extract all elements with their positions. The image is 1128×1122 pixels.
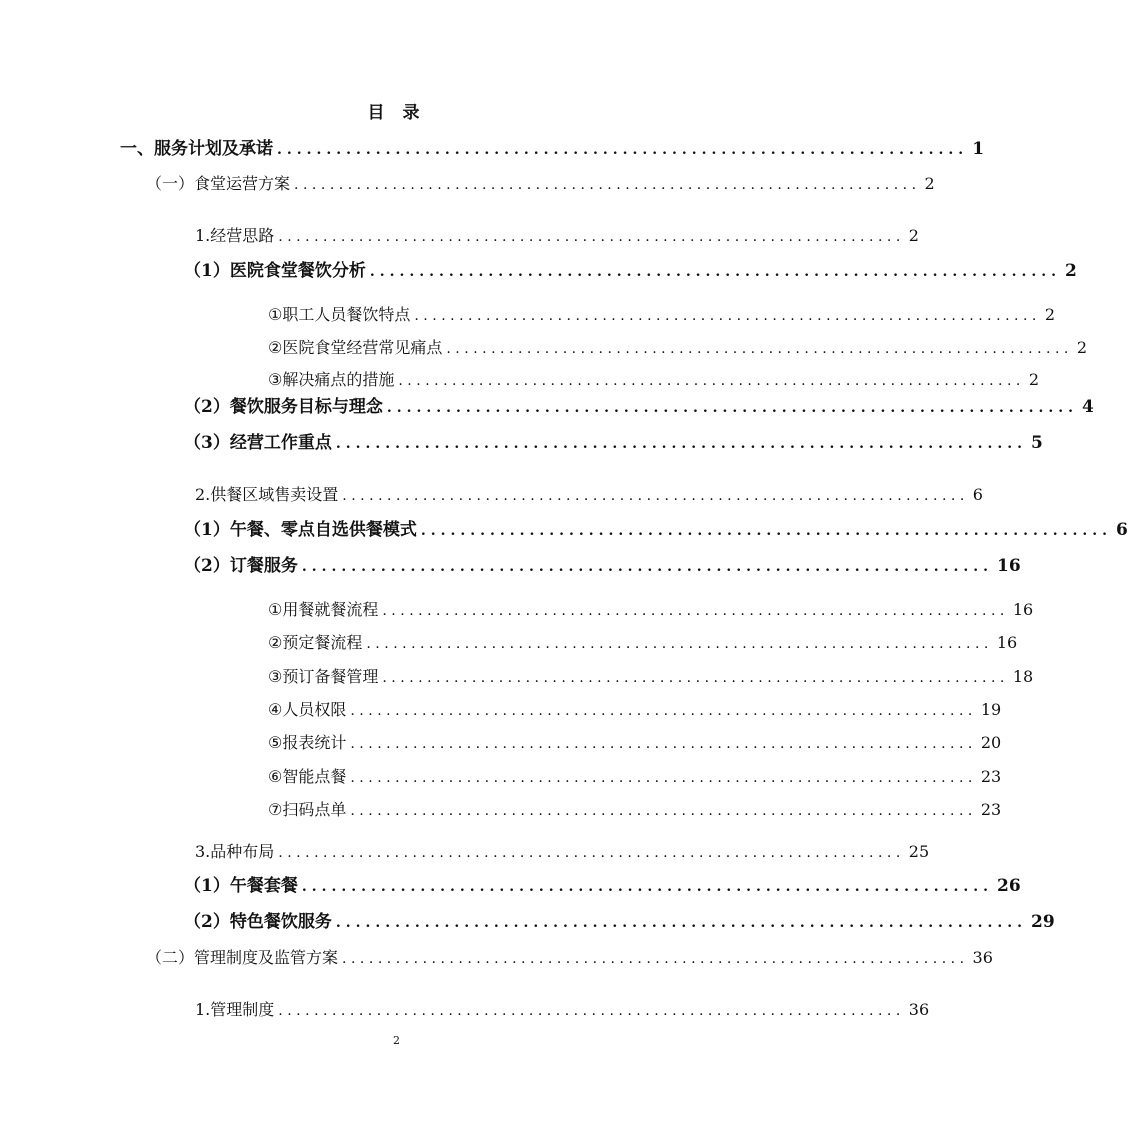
- toc-entry-page: 2: [924, 174, 935, 193]
- toc-leader-dots: ......................................................................: [278, 845, 905, 861]
- toc-leader-dots: ......................................................................: [446, 341, 1073, 357]
- toc-entry-level4[interactable]: [184, 555, 1021, 578]
- toc-entry-page: 2: [1044, 305, 1056, 324]
- toc-leader-dots: ......................................................................: [398, 373, 1025, 389]
- toc-leader-dots: ......................................................................: [301, 879, 994, 895]
- toc-entry-label: 服务计划及承诺: [154, 139, 273, 159]
- footer-page-number: 2: [393, 1034, 400, 1047]
- toc-entry-number: ④: [268, 700, 283, 719]
- toc-entry-label: 经营工作重点: [229, 433, 332, 453]
- toc-entry-label: 食堂运营方案: [194, 174, 291, 193]
- toc-leader-dots: ......................................................................: [414, 308, 1041, 324]
- toc-entry-number: ②: [268, 338, 283, 357]
- toc-entry-level5[interactable]: [268, 799, 1002, 822]
- toc-entry-level3[interactable]: [195, 484, 983, 507]
- toc-leader-dots: ......................................................................: [350, 770, 977, 786]
- toc-entry-page: 5: [1031, 433, 1043, 453]
- toc-entry-page: 18: [1012, 667, 1034, 686]
- toc-entry-level3[interactable]: [195, 841, 930, 864]
- toc-entry-label: 餐饮服务目标与理念: [229, 397, 383, 417]
- toc-entry-level5[interactable]: [268, 732, 1002, 755]
- toc-entry-label: 扫码点单: [282, 800, 347, 819]
- toc-entry-number: 3.: [195, 842, 211, 861]
- toc-leader-dots: ......................................................................: [277, 142, 969, 158]
- toc-entry-label: 医院食堂经营常见痛点: [282, 338, 443, 357]
- toc-entry-number: （二）: [146, 948, 195, 967]
- toc-entry-page: 16: [996, 633, 1018, 652]
- toc-leader-dots: ......................................................................: [382, 670, 1009, 686]
- toc-entry-page: 2: [908, 226, 919, 245]
- toc-entry-label: 午餐、零点自选供餐模式: [229, 520, 417, 540]
- toc-entry-number: 一、: [120, 139, 154, 159]
- toc-entry-number: （1）: [184, 876, 230, 896]
- toc-entry-level4[interactable]: [184, 260, 1077, 283]
- toc-entry-level4[interactable]: [184, 911, 1055, 934]
- toc-leader-dots: ......................................................................: [350, 703, 977, 719]
- toc-title: 目 录: [367, 103, 426, 123]
- toc-entry-number: ③: [268, 667, 283, 686]
- toc-leader-dots: ......................................................................: [294, 177, 921, 193]
- toc-entry-level4[interactable]: [184, 396, 1094, 419]
- toc-entry-page: 6: [1116, 520, 1128, 540]
- toc-entry-page: 19: [980, 700, 1002, 719]
- toc-leader-dots: ......................................................................: [382, 603, 1009, 619]
- toc-entry-level5[interactable]: [268, 304, 1056, 327]
- toc-entry-page: 23: [980, 767, 1002, 786]
- toc-leader-dots: ......................................................................: [335, 436, 1028, 452]
- toc-entry-number: ⑤: [268, 733, 283, 752]
- toc-entry-label: 品种布局: [210, 842, 275, 861]
- toc-entry-page: 16: [1012, 600, 1034, 619]
- toc-entry-level5[interactable]: [268, 599, 1034, 622]
- toc-entry-label: 预订备餐管理: [282, 667, 379, 686]
- toc-entry-number: （一）: [146, 174, 195, 193]
- toc-entry-level3[interactable]: [195, 999, 930, 1022]
- toc-entry-number: ①: [268, 600, 283, 619]
- toc-leader-dots: ......................................................................: [342, 488, 969, 504]
- toc-leader-dots: ......................................................................: [278, 229, 905, 245]
- toc-entry-level5[interactable]: [268, 766, 1002, 789]
- toc-entry-page: 2: [1028, 370, 1040, 389]
- toc-entry-page: 29: [1031, 912, 1055, 932]
- toc-entry-label: 供餐区域售卖设置: [210, 485, 339, 504]
- toc-entry-number: （1）: [184, 261, 230, 281]
- toc-entry-level5[interactable]: [268, 369, 1040, 392]
- toc-leader-dots: ......................................................................: [420, 523, 1113, 539]
- toc-entry-label: 用餐就餐流程: [282, 600, 379, 619]
- toc-entry-number: （1）: [184, 520, 230, 540]
- toc-entry-number: ⑥: [268, 767, 283, 786]
- toc-entry-page: 16: [997, 556, 1021, 576]
- toc-entry-number: ①: [268, 305, 283, 324]
- toc-entry-number: 1.: [195, 226, 211, 245]
- toc-entry-level2[interactable]: [146, 173, 935, 196]
- toc-entry-number: 1.: [195, 1000, 211, 1019]
- toc-entry-number: ③: [268, 370, 283, 389]
- toc-entry-page: 23: [980, 800, 1002, 819]
- toc-entry-label: 管理制度及监管方案: [194, 948, 339, 967]
- toc-entry-number: （3）: [184, 433, 230, 453]
- toc-leader-dots: ......................................................................: [386, 400, 1079, 416]
- toc-entry-page: 26: [997, 876, 1021, 896]
- toc-entry-label: 经营思路: [210, 226, 275, 245]
- toc-entry-number: ⑦: [268, 800, 283, 819]
- toc-entry-number: （2）: [184, 556, 230, 576]
- toc-entry-number: （2）: [184, 912, 230, 932]
- toc-entry-page: 25: [908, 842, 930, 861]
- toc-entry-page: 36: [972, 948, 993, 967]
- toc-entry-label: 智能点餐: [282, 767, 347, 786]
- toc-leader-dots: ......................................................................: [369, 264, 1062, 280]
- toc-leader-dots: ......................................................................: [335, 915, 1028, 931]
- toc-leader-dots: ......................................................................: [350, 803, 977, 819]
- toc-entry-level1[interactable]: [120, 138, 985, 161]
- toc-entry-level4[interactable]: [184, 875, 1021, 898]
- toc-leader-dots: ......................................................................: [301, 559, 994, 575]
- toc-entry-level2[interactable]: [146, 947, 993, 970]
- toc-entry-level5[interactable]: [268, 632, 1018, 655]
- toc-entry-page: 1: [972, 139, 985, 159]
- toc-leader-dots: ......................................................................: [278, 1003, 905, 1019]
- toc-entry-label: 管理制度: [210, 1000, 275, 1019]
- toc-entry-label: 解决痛点的措施: [282, 370, 395, 389]
- toc-entry-page: 4: [1082, 397, 1094, 417]
- toc-entry-level5[interactable]: [268, 666, 1034, 689]
- toc-entry-number: （2）: [184, 397, 230, 417]
- toc-entry-level5[interactable]: [268, 699, 1002, 722]
- toc-entry-level5[interactable]: [268, 337, 1088, 360]
- toc-entry-label: 人员权限: [282, 700, 347, 719]
- toc-leader-dots: ......................................................................: [342, 951, 969, 967]
- toc-entry-label: 午餐套餐: [229, 876, 298, 896]
- toc-entry-page: 20: [980, 733, 1002, 752]
- toc-entry-page: 2: [1065, 261, 1077, 281]
- toc-entry-page: 36: [908, 1000, 930, 1019]
- toc-entry-label: 订餐服务: [229, 556, 298, 576]
- toc-entry-label: 报表统计: [282, 733, 347, 752]
- toc-leader-dots: ......................................................................: [350, 736, 977, 752]
- toc-entry-label: 预定餐流程: [282, 633, 363, 652]
- toc-entry-number: ②: [268, 633, 283, 652]
- toc-entry-label: 特色餐饮服务: [229, 912, 332, 932]
- toc-entry-level4[interactable]: [184, 432, 1043, 455]
- toc-entry-page: 6: [972, 485, 983, 504]
- toc-entry-page: 2: [1076, 338, 1088, 357]
- toc-entry-label: 职工人员餐饮特点: [282, 305, 411, 324]
- toc-entry-label: 医院食堂餐饮分析: [229, 261, 366, 281]
- toc-entry-number: 2.: [195, 485, 211, 504]
- toc-entry-level4[interactable]: [184, 519, 1128, 542]
- toc-leader-dots: ......................................................................: [366, 636, 993, 652]
- toc-entry-level3[interactable]: [195, 225, 919, 248]
